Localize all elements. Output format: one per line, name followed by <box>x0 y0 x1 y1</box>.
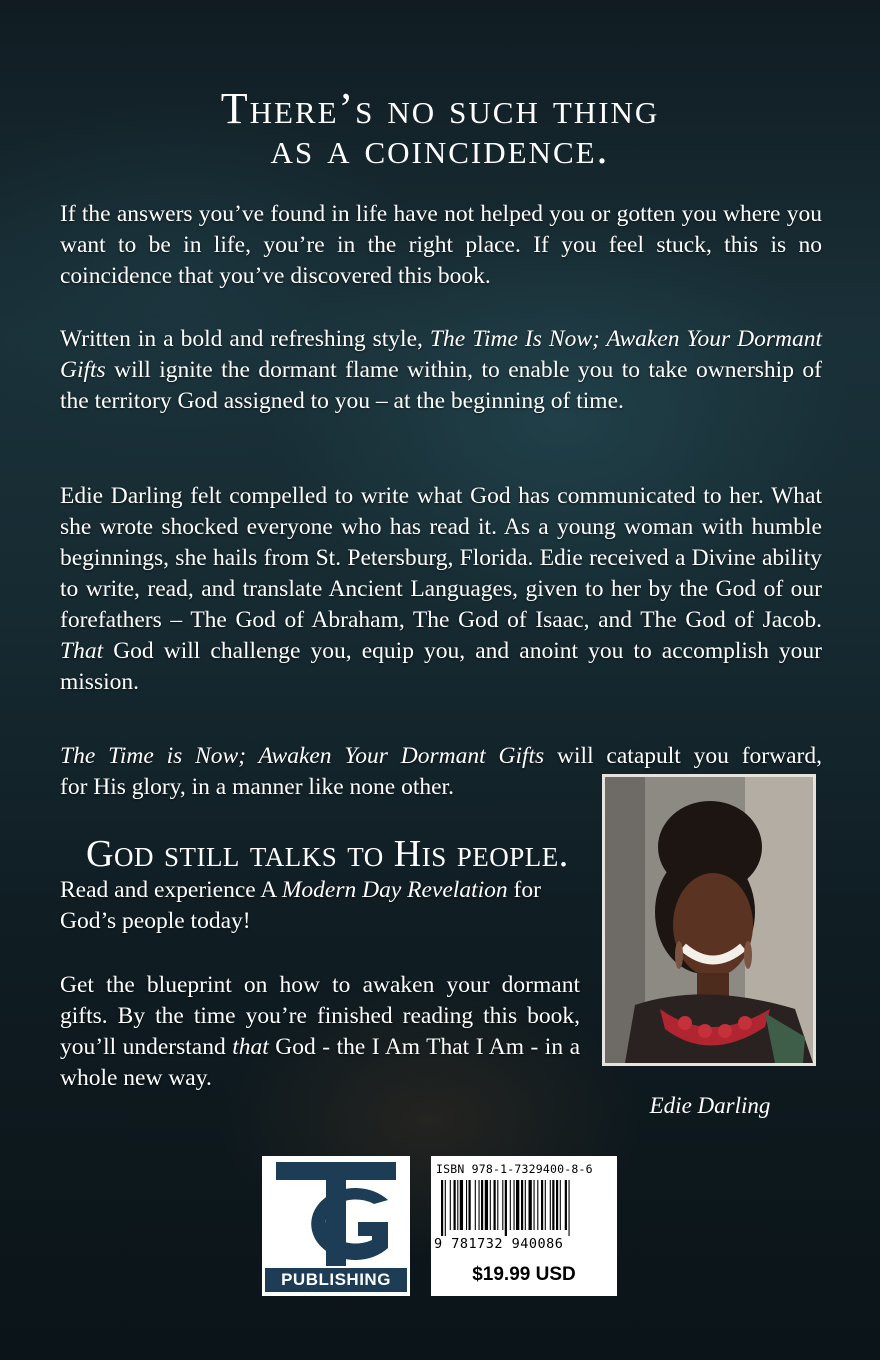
barcode-bar <box>514 1180 515 1230</box>
emphasis-that: That <box>60 638 104 664</box>
revelation-title-italic: Modern Day Revelation <box>281 877 508 903</box>
barcode-bar <box>516 1180 519 1230</box>
author-photo-caption: Edie Darling <box>649 1093 771 1118</box>
headline-line-2: as a coincidence. <box>270 124 610 173</box>
barcode-bar <box>494 1180 496 1230</box>
isbn-barcode-block <box>431 1156 617 1296</box>
tg-monogram-icon <box>262 1156 410 1268</box>
paragraph-revelation-text-b: for God’s people today! <box>60 877 541 934</box>
barcode-bar <box>485 1180 488 1230</box>
sub-headline: God still talks to His people. <box>86 833 569 875</box>
barcode-bar <box>460 1180 463 1230</box>
publisher-logo <box>262 1156 410 1296</box>
paragraph-catapult-line-2: for His glory, in a manner like none other. <box>60 774 454 800</box>
barcode-bar <box>454 1180 456 1230</box>
barcode-bar <box>450 1180 451 1230</box>
barcode-bar <box>550 1180 551 1230</box>
paragraph-blueprint <box>60 970 580 1094</box>
paragraph-blueprint-text-a: Get the blueprint on how to awaken your dormant gifts. By the time you’re finished reading this book, you’ll understand <box>60 972 580 1060</box>
barcode-bar <box>505 1180 507 1236</box>
publisher-label: PUBLISHING <box>265 1268 407 1292</box>
barcode-bar <box>521 1180 523 1230</box>
barcode-bar <box>457 1180 458 1230</box>
barcode-bar <box>469 1180 471 1230</box>
paragraph-blueprint-text-b: God - the I Am That I Am - in a whole new way. <box>60 1034 580 1091</box>
barcode-bar <box>441 1180 443 1236</box>
barcode-bar <box>502 1180 503 1230</box>
paragraph-bio-text-a: Edie Darling felt compelled to write what God has communicated to her. What she wrote shocked everyone who has read it. As a young woman with humble beginnings, she hails from St. Petersburg, Florida. Edie received a Divine ability to write, read, and translate Ancient Languages, given to her by the God of our forefathers – The God of Abraham, The God of Isaac, and The God of Jacob. <box>60 483 822 633</box>
author-portrait-illustration <box>605 777 813 1063</box>
barcode-bar <box>565 1180 567 1230</box>
book-title-italic: The Time Is Now; Awaken Your Dormant Gifts <box>60 326 822 383</box>
emphasis-that-2: that <box>232 1034 269 1060</box>
barcode-bar <box>479 1180 480 1230</box>
barcode-bar <box>534 1180 535 1230</box>
barcode-icon <box>439 1180 609 1236</box>
barcode-bar <box>552 1180 554 1230</box>
author-photo <box>602 774 816 1066</box>
headline-line-1: There’s no such thing <box>220 84 660 133</box>
barcode-bar <box>537 1180 538 1230</box>
barcode-bar <box>556 1180 558 1230</box>
barcode-bar <box>497 1180 498 1230</box>
paragraph-author-bio <box>60 481 822 698</box>
paragraph-catapult-text-a: will catapult you forward, <box>544 743 822 769</box>
barcode-bar <box>510 1180 511 1230</box>
barcode-bar <box>445 1180 446 1236</box>
paragraph-revelation-text-a: Read and experience A <box>60 877 282 903</box>
ean-digits: 9 781732 940086 <box>434 1236 564 1252</box>
paragraph-intro: If the answers you’ve found in life have not helped you or gotten you where you want to be in life, you’re in the right place. If you feel stuck, this is no coincidence that you’ve discovered this book. <box>60 201 822 289</box>
barcode-bar <box>569 1180 570 1236</box>
barcode-bar <box>466 1180 467 1230</box>
barcode-bar <box>481 1180 483 1230</box>
book-title-italic-2: The Time is Now; Awaken Your Dormant Gifts <box>60 743 545 769</box>
barcode-bar <box>529 1180 532 1230</box>
paragraph-style-text-a: Written in a bold and refreshing style, <box>60 326 430 352</box>
paragraph-catapult-line-1 <box>60 741 822 772</box>
barcode-bar <box>541 1180 543 1230</box>
price-label: $19.99 USD <box>472 1264 576 1285</box>
barcode-bar <box>525 1180 526 1230</box>
barcode-bar <box>545 1180 546 1230</box>
paragraph-revelation <box>60 875 580 937</box>
isbn-label: ISBN 978-1-7329400-8-6 <box>436 1162 593 1176</box>
barcode-bar <box>490 1180 491 1230</box>
paragraph-bio-text-b: God will challenge you, equip you, and anoint you to accomplish your mission. <box>60 638 822 695</box>
paragraph-style-text-b: will ignite the dormant flame within, to enable you to take ownership of the territory God assigned to you – at the beginning of time. <box>60 357 822 414</box>
barcode-bar <box>560 1180 561 1230</box>
paragraph-style <box>60 324 822 417</box>
barcode-bar <box>475 1180 476 1230</box>
